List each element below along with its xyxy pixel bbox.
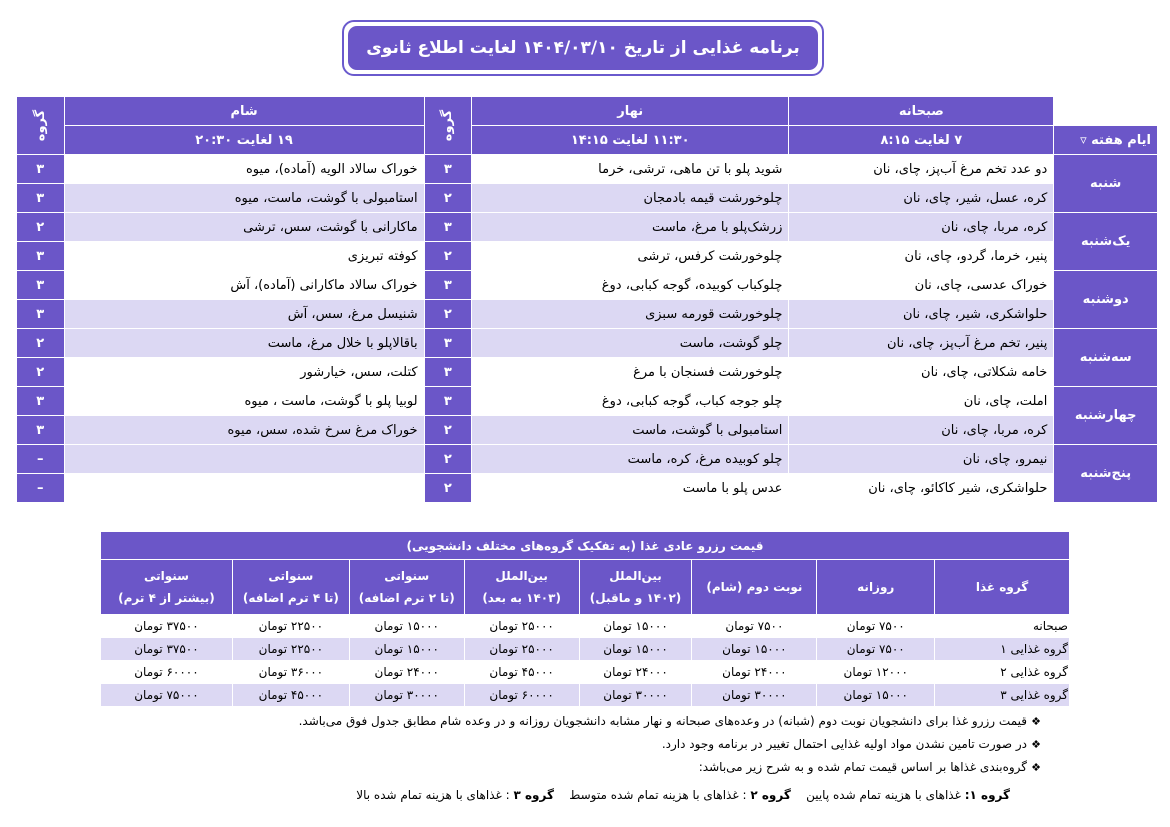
price-col-header-sub: (۱۴۰۳ به بعد) — [482, 591, 561, 605]
price-value: ۴۵۰۰۰ تومان — [464, 661, 579, 684]
breakfast-cell: دو عدد تخم مرغ آب‌پز، چای، نان — [789, 155, 1054, 184]
lunch-time: ۱۱:۳۰ لغایت ۱۴:۱۵ — [472, 126, 789, 155]
legend-g3-text: : غذاهای با هزینه تمام شده بالا — [356, 788, 514, 802]
price-value: ۲۴۰۰۰ تومان — [579, 661, 692, 684]
price-value: ۱۵۰۰۰ تومان — [817, 684, 935, 707]
dinner-group-cell: ۳ — [17, 184, 65, 213]
price-value: ۷۵۰۰ تومان — [817, 615, 935, 638]
lunch-group-cell: ۲ — [424, 474, 471, 503]
dinner-group-cell: ۳ — [17, 242, 65, 271]
price-value: ۳۷۵۰۰ تومان — [101, 638, 233, 661]
price-value: ۷۵۰۰۰ تومان — [101, 684, 233, 707]
dinner-group-cell: – — [17, 474, 65, 503]
menu-row — [17, 184, 1158, 213]
legend-g3-label: گروه ۳ — [513, 788, 554, 802]
legend-g1-label: گروه ۱: — [964, 788, 1010, 802]
breakfast-header: صبحانه — [789, 97, 1054, 126]
note-text: در صورت تامین نشدن مواد اولیه غذایی احتمال تغییر در برنامه وجود دارد. — [661, 737, 1027, 751]
breakfast-cell: پنیر، خرما، گردو، چای، نان — [789, 242, 1054, 271]
lunch-group-cell: ۳ — [424, 358, 471, 387]
price-group-name: گروه غذایی ۳ — [935, 684, 1070, 707]
dinner-group-header: گروه — [17, 97, 65, 155]
price-col-header-title: روزانه — [857, 580, 895, 594]
dinner-group-cell: ۲ — [17, 358, 65, 387]
lunch-group-cell: ۳ — [424, 387, 471, 416]
price-value: ۱۵۰۰۰ تومان — [349, 638, 464, 661]
menu-row — [17, 358, 1158, 387]
dinner-group-cell: ۳ — [17, 416, 65, 445]
dinner-header: شام — [64, 97, 424, 126]
notes — [200, 710, 1045, 779]
lunch-header: نهار — [472, 97, 789, 126]
menu-row — [17, 387, 1158, 416]
price-value: ۳۰۰۰۰ تومان — [692, 684, 817, 707]
price-value: ۷۵۰۰ تومان — [692, 615, 817, 638]
menu-row — [17, 271, 1158, 300]
price-col-header-sub: (تا ۲ ترم اضافه) — [358, 591, 455, 605]
dinner-group-cell: ۳ — [17, 387, 65, 416]
price-title: قیمت رزرو عادی غذا (به تفکیک گروه‌های مختلف دانشجویی) — [101, 532, 1070, 560]
price-value: ۱۵۰۰۰ تومان — [579, 638, 692, 661]
menu-row — [17, 213, 1158, 242]
lunch-cell: استامبولی با گوشت، ماست — [472, 416, 789, 445]
lunch-cell: چلوخورشت قیمه بادمجان — [472, 184, 789, 213]
note-item — [200, 733, 1045, 756]
price-col-header-title: گروه غذا — [975, 580, 1029, 594]
price-col-header — [692, 560, 817, 615]
lunch-cell: چلوخورشت قورمه سبزی — [472, 300, 789, 329]
breakfast-cell: پنیر، تخم مرغ آب‌پز، چای، نان — [789, 329, 1054, 358]
price-row — [101, 684, 1070, 707]
price-value: ۳۷۵۰۰ تومان — [101, 615, 233, 638]
price-value: ۲۴۰۰۰ تومان — [692, 661, 817, 684]
diamond-bullet-icon: ❖ — [1031, 738, 1041, 751]
dinner-group-cell: – — [17, 445, 65, 474]
breakfast-cell: کره، مربا، چای، نان — [789, 213, 1054, 242]
lunch-group-cell: ۲ — [424, 416, 471, 445]
lunch-cell: شوید پلو با تن ماهی، ترشی، خرما — [472, 155, 789, 184]
price-row — [101, 661, 1070, 684]
breakfast-cell: حلواشکری، شیر کاکائو، چای، نان — [789, 474, 1054, 503]
note-item — [200, 710, 1045, 733]
menu-row — [17, 242, 1158, 271]
menu-row — [17, 445, 1158, 474]
lunch-cell: چلو گوشت، ماست — [472, 329, 789, 358]
dinner-cell — [64, 445, 424, 474]
price-col-header-title: نوبت دوم (شام) — [706, 580, 803, 594]
lunch-group-cell: ۳ — [424, 329, 471, 358]
price-col-header — [232, 560, 349, 615]
dinner-cell: خوراک سالاد الویه (آماده)، میوه — [64, 155, 424, 184]
breakfast-cell: کره، مربا، چای، نان — [789, 416, 1054, 445]
breakfast-cell: خوراک عدسی، چای، نان — [789, 271, 1054, 300]
price-col-header — [817, 560, 935, 615]
day-name: دوشنبه — [1054, 271, 1158, 329]
day-name: شنبه — [1054, 155, 1158, 213]
legend-g1-text: غذاهای با هزینه تمام شده پایین — [806, 788, 965, 802]
price-row — [101, 615, 1070, 638]
price-table — [100, 531, 1070, 707]
price-group-name: صبحانه — [935, 615, 1070, 638]
price-col-header-title: سنواتی — [143, 569, 189, 583]
breakfast-cell: املت، چای، نان — [789, 387, 1054, 416]
price-row — [101, 638, 1070, 661]
menu-row — [17, 300, 1158, 329]
days-header: ایام هفته ▿ — [1054, 126, 1158, 155]
legend-g2-text: : غذاهای با هزینه تمام شده متوسط — [569, 788, 751, 802]
menu-row — [17, 416, 1158, 445]
lunch-cell: زرشک‌پلو با مرغ، ماست — [472, 213, 789, 242]
note-text: گروه‌بندی غذاها بر اساس قیمت تمام شده و به شرح زیر می‌باشد: — [698, 760, 1027, 774]
lunch-group-cell: ۲ — [424, 445, 471, 474]
price-value: ۱۵۰۰۰ تومان — [692, 638, 817, 661]
lunch-group-cell: ۲ — [424, 242, 471, 271]
breakfast-cell: نیمرو، چای، نان — [789, 445, 1054, 474]
diamond-bullet-icon: ❖ — [1031, 761, 1041, 774]
dinner-group-cell: ۳ — [17, 155, 65, 184]
price-value: ۴۵۰۰۰ تومان — [232, 684, 349, 707]
lunch-cell: عدس پلو با ماست — [472, 474, 789, 503]
menu-row — [17, 474, 1158, 503]
price-value: ۲۲۵۰۰ تومان — [232, 638, 349, 661]
dinner-cell: ماکارانی با گوشت، سس، ترشی — [64, 213, 424, 242]
dinner-time: ۱۹ لغایت ۲۰:۳۰ — [64, 126, 424, 155]
dinner-cell: خوراک مرغ سرخ شده، سس، میوه — [64, 416, 424, 445]
lunch-cell: چلو کوبیده مرغ، کره، ماست — [472, 445, 789, 474]
title-box — [342, 20, 824, 76]
lunch-cell: چلو جوجه کباب، گوجه کبابی، دوغ — [472, 387, 789, 416]
diamond-bullet-icon: ❖ — [1031, 715, 1041, 728]
lunch-group-cell: ۳ — [424, 271, 471, 300]
lunch-group-cell: ۲ — [424, 300, 471, 329]
price-value: ۲۴۰۰۰ تومان — [349, 661, 464, 684]
note-item — [200, 756, 1045, 779]
price-col-header-title: سنواتی — [268, 569, 314, 583]
price-group-name: گروه غذایی ۲ — [935, 661, 1070, 684]
price-col-header — [101, 560, 233, 615]
price-col-header-sub: (بیشتر از ۴ ترم) — [118, 591, 215, 605]
price-value: ۶۰۰۰۰ تومان — [464, 684, 579, 707]
price-col-header — [349, 560, 464, 615]
breakfast-cell: حلواشکری، شیر، چای، نان — [789, 300, 1054, 329]
price-value: ۶۰۰۰۰ تومان — [101, 661, 233, 684]
breakfast-cell: کره، عسل، شیر، چای، نان — [789, 184, 1054, 213]
lunch-cell: چلوخورشت فسنجان با مرغ — [472, 358, 789, 387]
price-value: ۲۵۰۰۰ تومان — [464, 615, 579, 638]
chevron-down-icon: ▿ — [1080, 132, 1087, 148]
price-value: ۱۵۰۰۰ تومان — [579, 615, 692, 638]
dinner-group-cell: ۳ — [17, 271, 65, 300]
price-col-header-title: بین‌الملل — [609, 569, 662, 583]
breakfast-cell: خامه شکلاتی، چای، نان — [789, 358, 1054, 387]
price-col-header — [935, 560, 1070, 615]
dinner-cell: استامبولی با گوشت، ماست، میوه — [64, 184, 424, 213]
note-text: قیمت رزرو غذا برای دانشجویان نوبت دوم (شبانه) در وعده‌های صبحانه و نهار مشابه دانشجویان روزانه و در وعده شام مطابق جدول فوق می‌باشد. — [298, 714, 1027, 728]
dinner-group-cell: ۲ — [17, 213, 65, 242]
dinner-cell: خوراک سالاد ماکارانی (آماده)، آش — [64, 271, 424, 300]
price-value: ۳۰۰۰۰ تومان — [349, 684, 464, 707]
day-name: چهارشنبه — [1054, 387, 1158, 445]
price-group-name: گروه غذایی ۱ — [935, 638, 1070, 661]
dinner-cell: کتلت، سس، خیارشور — [64, 358, 424, 387]
price-col-header-title: سنواتی — [384, 569, 430, 583]
price-col-header-sub: (تا ۴ ترم اضافه) — [242, 591, 339, 605]
price-value: ۳۰۰۰۰ تومان — [579, 684, 692, 707]
day-name: سه‌شنبه — [1054, 329, 1158, 387]
menu-row — [17, 329, 1158, 358]
dinner-cell: کوفته تبریزی — [64, 242, 424, 271]
lunch-group-cell: ۳ — [424, 155, 471, 184]
group-legend — [290, 784, 1010, 806]
lunch-group-header: گروه — [424, 97, 471, 155]
dinner-cell — [64, 474, 424, 503]
price-value: ۳۶۰۰۰ تومان — [232, 661, 349, 684]
page-title: برنامه غذایی از تاریخ ۱۴۰۴/۰۳/۱۰ لغایت اطلاع ثانوی — [348, 26, 818, 70]
price-col-header — [579, 560, 692, 615]
legend-g2-label: گروه ۲ — [750, 788, 791, 802]
dinner-group-cell: ۲ — [17, 329, 65, 358]
day-name: یک‌شنبه — [1054, 213, 1158, 271]
price-value: ۱۵۰۰۰ تومان — [349, 615, 464, 638]
lunch-group-cell: ۲ — [424, 184, 471, 213]
dinner-cell: لوبیا پلو با گوشت، ماست ، میوه — [64, 387, 424, 416]
dinner-group-cell: ۳ — [17, 300, 65, 329]
menu-table — [16, 96, 1158, 503]
dinner-cell: شنیسل مرغ، سس، آش — [64, 300, 424, 329]
lunch-cell: چلوکباب کوبیده، گوجه کبابی، دوغ — [472, 271, 789, 300]
price-value: ۷۵۰۰ تومان — [817, 638, 935, 661]
breakfast-time: ۷ لغایت ۸:۱۵ — [789, 126, 1054, 155]
lunch-group-cell: ۳ — [424, 213, 471, 242]
lunch-cell: چلوخورشت کرفس، ترشی — [472, 242, 789, 271]
corner-blank — [1054, 97, 1158, 126]
price-value: ۲۲۵۰۰ تومان — [232, 615, 349, 638]
price-value: ۱۲۰۰۰ تومان — [817, 661, 935, 684]
menu-row — [17, 155, 1158, 184]
day-name: پنج‌شنبه — [1054, 445, 1158, 503]
price-col-header-sub: (۱۴۰۲ و ماقبل) — [589, 591, 682, 605]
price-col-header — [464, 560, 579, 615]
price-value: ۲۵۰۰۰ تومان — [464, 638, 579, 661]
dinner-cell: باقالاپلو با خلال مرغ، ماست — [64, 329, 424, 358]
price-col-header-title: بین‌الملل — [495, 569, 548, 583]
